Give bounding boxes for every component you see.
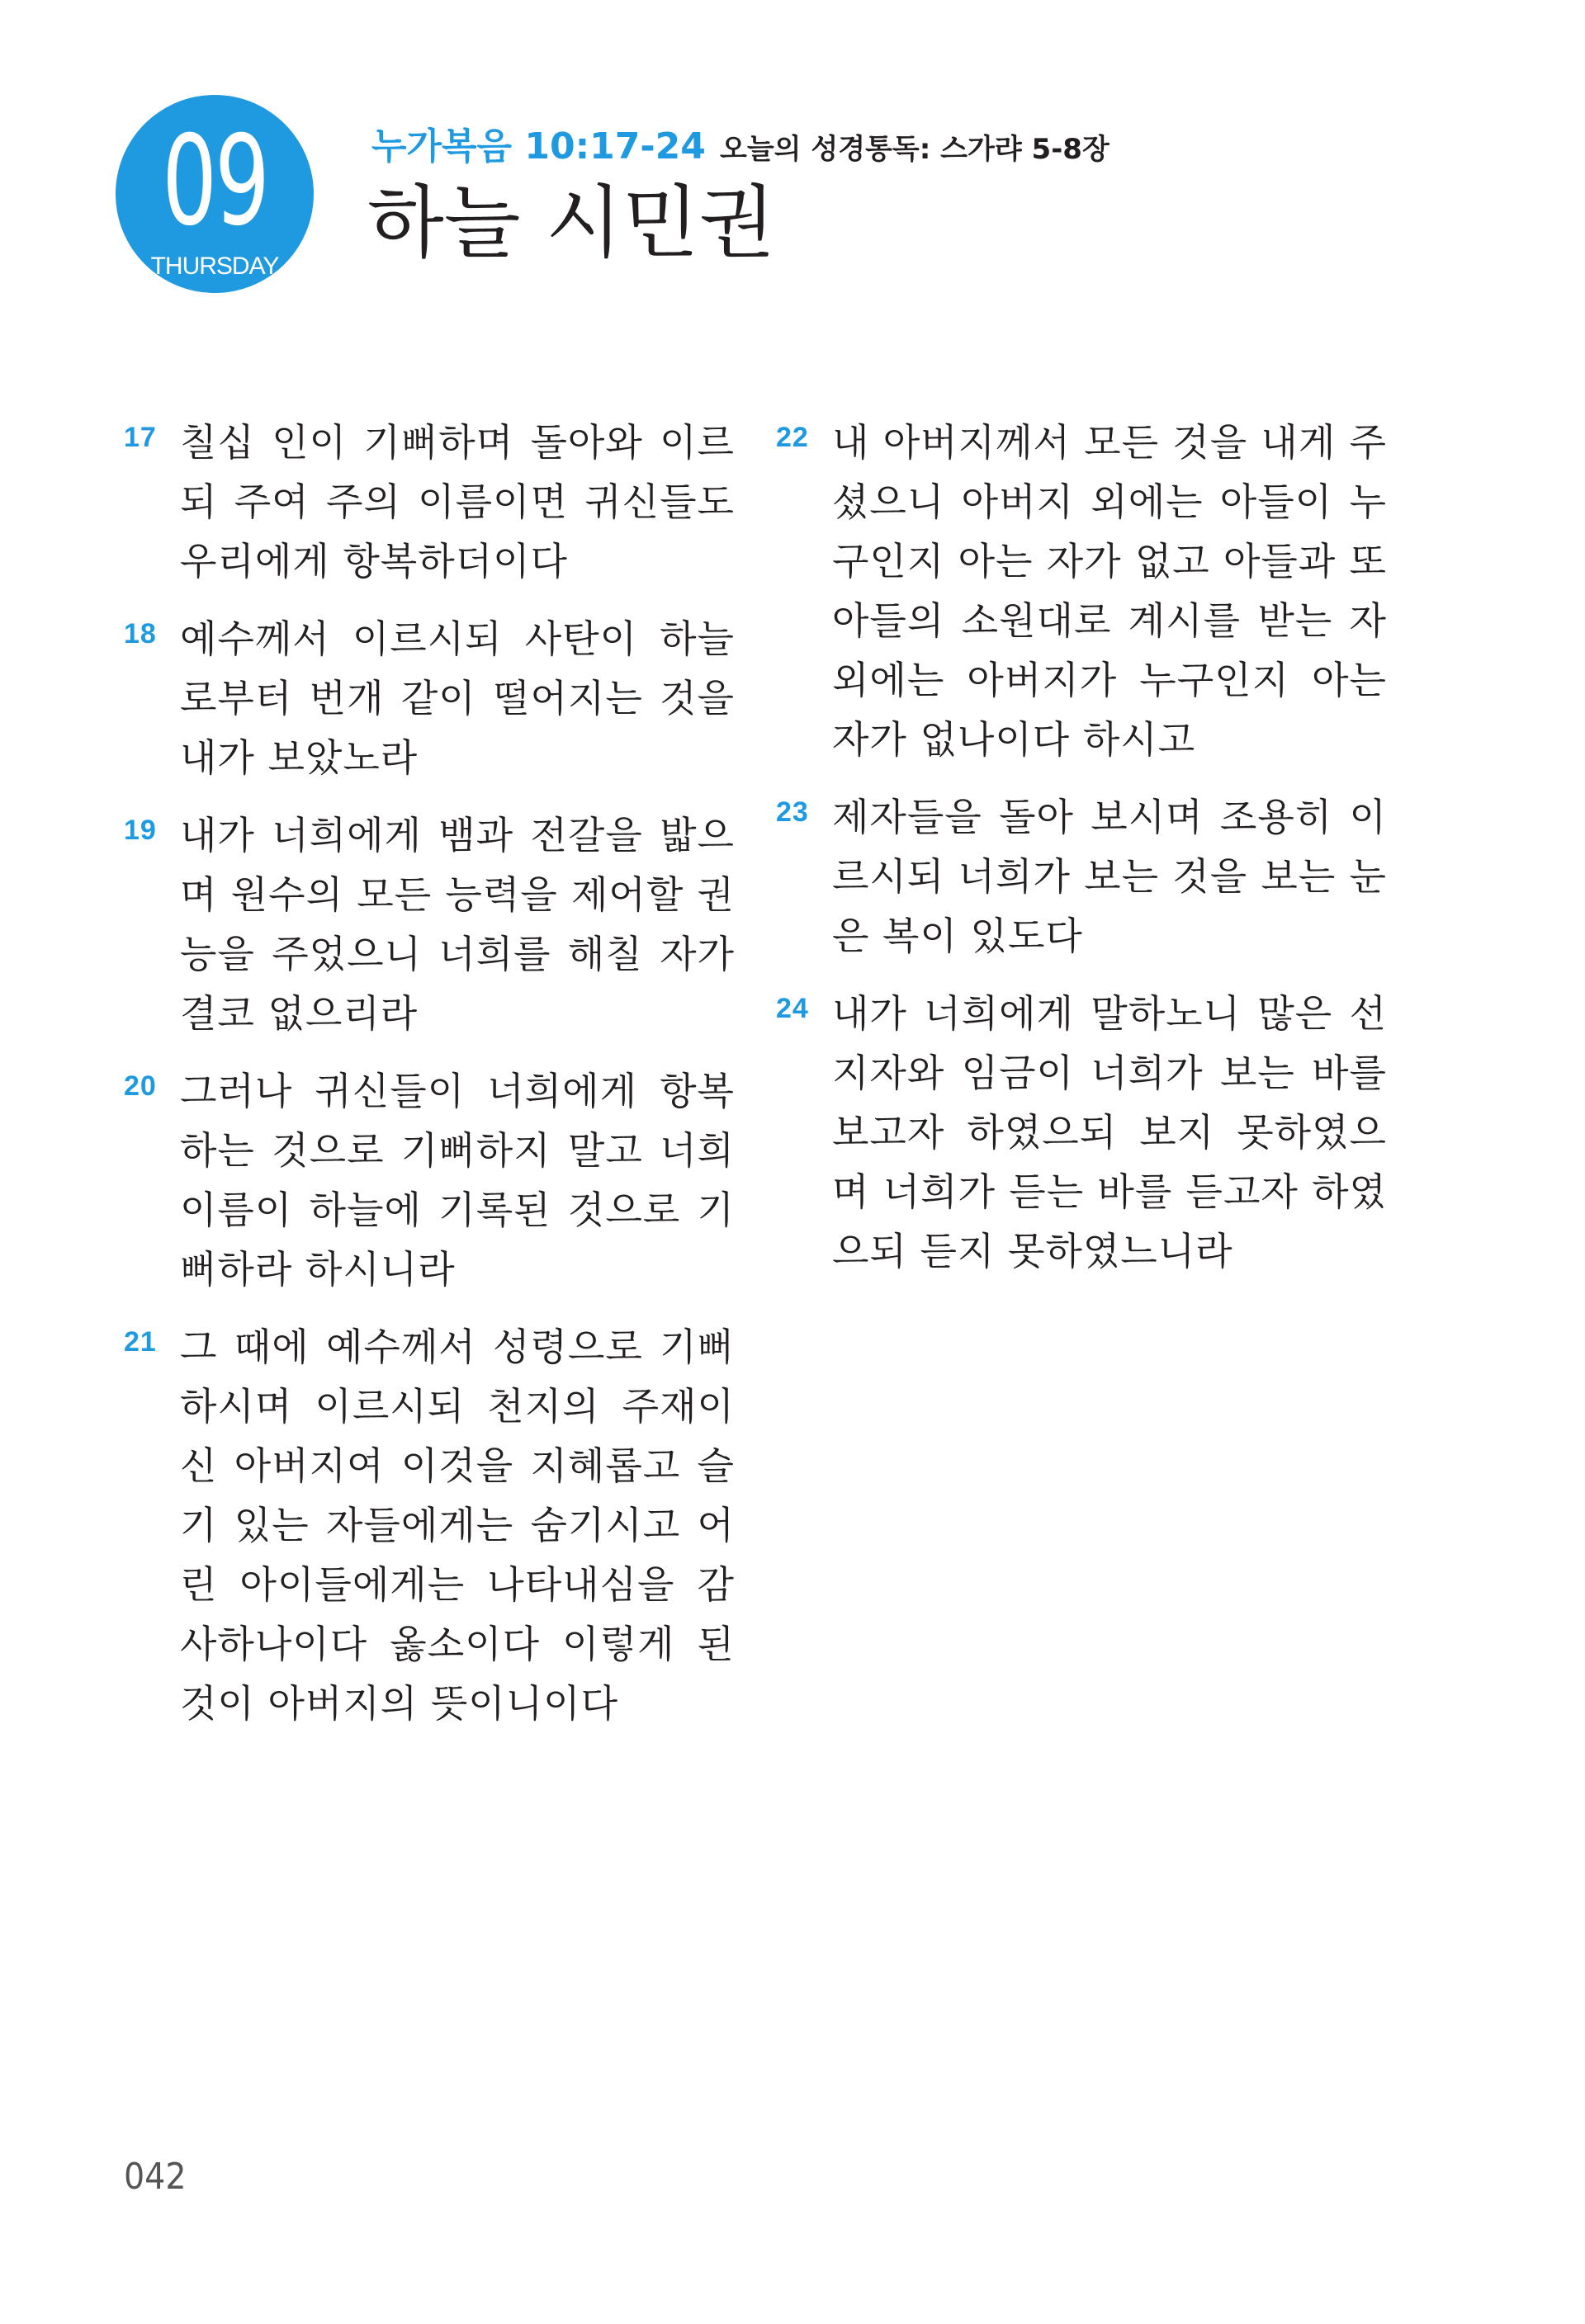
verse-text: 칠십 인이 기뻐하며 돌아와 이르되 주여 주의 이름이면 귀신들도 우리에게 항복하더이다 xyxy=(180,420,735,583)
verse-text: 내가 너희에게 뱀과 전갈을 밟으며 원수의 모든 능력을 제어할 권능을 주었으니 너희를 해칠 자가 결코 없으리라 xyxy=(180,813,735,1036)
verse-number: 18 xyxy=(124,618,157,649)
verse xyxy=(776,413,1387,769)
verse-number: 24 xyxy=(776,993,809,1024)
verse-text: 내가 너희에게 말하노니 많은 선지자와 임금이 너희가 보는 바를 보고자 하였으되 보지 못하였으며 너희가 듣는 바를 듣고자 하였으되 듣지 못하였느니라 xyxy=(832,991,1387,1273)
verse-number: 23 xyxy=(776,796,809,828)
reading-plan: 오늘의 성경통독: 스가랴 5-8장 xyxy=(719,133,1110,166)
verse-number: 20 xyxy=(124,1070,157,1102)
right-column xyxy=(776,413,1387,1299)
verse-number: 22 xyxy=(776,422,809,453)
verse xyxy=(124,413,735,591)
day-number: 09 xyxy=(162,110,267,253)
verse-text: 그 때에 예수께서 성령으로 기뻐하시며 이르시되 천지의 주재이신 아버지여 이것을 지혜롭고 슬기 있는 자들에게는 숨기시고 어린 아이들에게는 나타내심을 감사하나이다 옳소이다 이렇게 된 것이 아버지의 뜻이니이다 xyxy=(180,1325,735,1726)
verse-text: 내 아버지께서 모든 것을 내게 주셨으니 아버지 외에는 아들이 누구인지 아는 자가 없고 아들과 또 아들의 소원대로 계시를 받는 자 외에는 아버지가 누구인지 아는 자가 없나이다 하시고 xyxy=(832,420,1387,762)
verse-text: 제자들을 돌아 보시며 조용히 이르시되 너희가 보는 것을 보는 눈은 복이 있도다 xyxy=(832,795,1387,958)
verse xyxy=(124,805,735,1043)
verse-number: 19 xyxy=(124,815,157,846)
verse xyxy=(124,1317,735,1733)
passage-reference: 누가복음 10:17-24 xyxy=(371,125,706,168)
verse xyxy=(776,787,1387,966)
verse xyxy=(776,984,1387,1281)
verse-text: 그러나 귀신들이 너희에게 항복하는 것으로 기뻐하지 말고 너희 이름이 하늘에 기록된 것으로 기뻐하라 하시니라 xyxy=(180,1069,735,1292)
verse-number: 21 xyxy=(124,1326,157,1358)
left-column xyxy=(124,413,735,1751)
verse-number: 17 xyxy=(124,422,157,453)
header-reference xyxy=(371,124,1110,177)
day-badge xyxy=(116,95,314,293)
verse xyxy=(124,609,735,787)
verse-text: 예수께서 이르시되 사탄이 하늘로부터 번개 같이 떨어지는 것을 내가 보았노라 xyxy=(180,616,735,780)
page-number: 042 xyxy=(124,2156,187,2198)
verse xyxy=(124,1061,735,1299)
page-title: 하늘 시민권 xyxy=(367,177,776,269)
day-name: THURSDAY xyxy=(150,253,279,280)
